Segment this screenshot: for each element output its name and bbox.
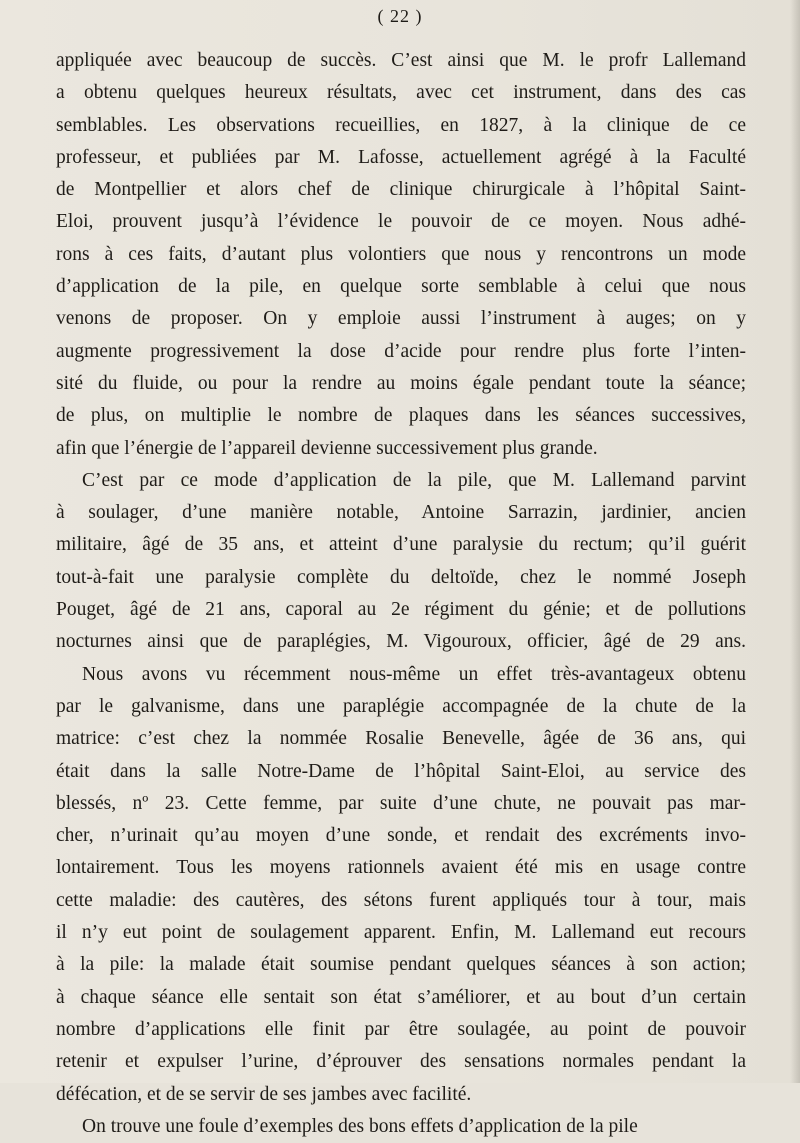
text-line: Pouget, âgé de 21 ans, caporal au 2e régiment du génie; et de pollutions — [56, 599, 746, 621]
text-line: défécation, et de se servir de ses jambes avec facilité. — [56, 1083, 472, 1105]
text-line: cher, n’urinait qu’au moyen d’une sonde, et rendait des excréments invo- — [56, 825, 746, 847]
text-line: de plus, on multiplie le nombre de plaques dans les séances successives, — [56, 405, 746, 427]
text-line: par le galvanisme, dans une paraplégie accompagnée de la chute de la — [56, 695, 746, 717]
text-line: à soulager, d’une manière notable, Antoine Sarrazin, jardinier, ancien — [56, 502, 746, 524]
text-line: appliquée avec beaucoup de succès. C’est ainsi que M. le profr Lallemand — [56, 50, 746, 71]
text-line: sité du fluide, ou pour la rendre au moins égale pendant toute la séance; — [56, 372, 746, 394]
text-line: Nous avons vu récemment nous-même un effet très-avantageux obtenu — [82, 663, 746, 685]
text-line: lontairement. Tous les moyens rationnels avaient été mis en usage contre — [56, 857, 746, 879]
text-line: nocturnes ainsi que de paraplégies, M. Vigouroux, officier, âgé de 29 ans. — [56, 631, 746, 653]
text-line: blessés, nº 23. Cette femme, par suite d’une chute, ne pouvait pas mar- — [56, 792, 746, 814]
text-line: matrice: c’est chez la nommée Rosalie Benevelle, âgée de 36 ans, qui — [56, 728, 746, 750]
text-line: était dans la salle Notre-Dame de l’hôpital Saint-Eloi, au service des — [56, 760, 746, 782]
text-line: venons de proposer. On y emploie aussi l’instrument à auges; on y — [56, 308, 746, 330]
page-edge-shadow — [790, 0, 800, 1083]
text-line: semblables. Les observations recueillies, en 1827, à la clinique de ce — [56, 114, 746, 136]
text-line: il n’y eut point de soulagement apparent. Enfin, M. Lallemand eut recours — [56, 922, 746, 944]
text-line: augmente progressivement la dose d’acide pour rendre plus forte l’inten- — [56, 340, 746, 362]
text-line: C’est par ce mode d’application de la pile, que M. Lallemand parvint — [82, 469, 746, 491]
text-line: à chaque séance elle sentait son état s’améliorer, et au bout d’un certain — [56, 986, 746, 1008]
text-line: afin que l’énergie de l’appareil devienne successivement plus grande. — [56, 437, 598, 459]
text-line: de Montpellier et alors chef de clinique chirurgicale à l’hôpital Saint- — [56, 179, 746, 201]
text-line: cette maladie: des cautères, des sétons furent appliqués tour à tour, mais — [56, 889, 746, 911]
text-line: tout-à-fait une paralysie complète du deltoïde, chez le nommé Joseph — [56, 566, 746, 588]
text-line: On trouve une foule d’exemples des bons effets d’application de la pile — [82, 1115, 638, 1137]
body-text — [56, 45, 746, 1143]
text-line: a obtenu quelques heureux résultats, avec cet instrument, dans des cas — [56, 82, 746, 104]
page-number: ( 22 ) — [377, 6, 423, 26]
text-line: d’application de la pile, en quelque sorte semblable à celui que nous — [56, 276, 746, 298]
text-line: militaire, âgé de 35 ans, et atteint d’une paralysie du rectum; qu’il guérit — [56, 534, 746, 556]
text-line: retenir et expulser l’urine, d’éprouver des sensations normales pendant la — [56, 1051, 746, 1073]
text-line: rons à ces faits, d’autant plus volontiers que nous y rencontrons un mode — [56, 243, 746, 265]
text-line: nombre d’applications elle finit par être soulagée, au point de pouvoir — [56, 1018, 746, 1040]
text-line: à la pile: la malade était soumise pendant quelques séances à son action; — [56, 954, 746, 976]
text-line: professeur, et publiées par M. Lafosse, actuellement agrégé à la Faculté — [56, 146, 746, 168]
text-line: Eloi, prouvent jusqu’à l’évidence le pouvoir de ce moyen. Nous adhé- — [56, 211, 746, 233]
